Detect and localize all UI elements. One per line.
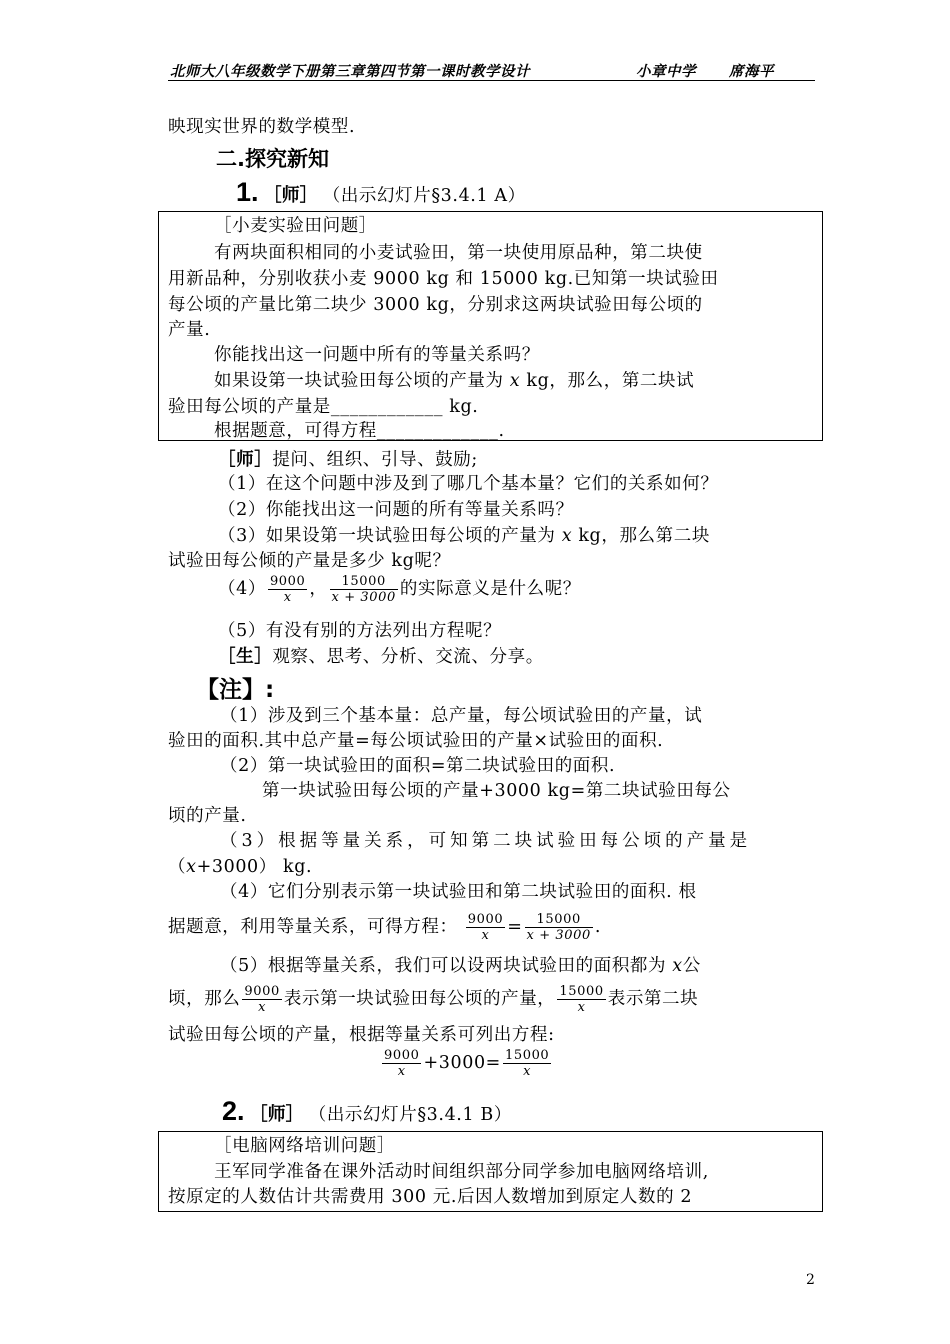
box1-title: ［小麦实验田问题］ <box>214 216 377 236</box>
note-5c: 试验田每公顷的产量，根据等量关系可列出方程: <box>168 1025 555 1045</box>
note-4a: （4）它们分别表示第一块试验田和第二块试验田的面积. 根 <box>220 882 697 902</box>
box2-title: ［电脑网络培训问题］ <box>214 1136 395 1156</box>
fraction: $\frac{15000}{x + 3000}$ <box>331 574 396 605</box>
note-2a: （2）第一块试验田的面积=第二块试验田的面积. <box>220 756 616 776</box>
fraction: $\frac{15000}{x}$ <box>559 984 604 1015</box>
box1-line: 有两块面积相同的小麦试验田，第一块使用原品种，第二块使 <box>214 243 703 263</box>
box1-equation-line: 根据题意，可得方程_____________. <box>214 421 505 441</box>
box1-blank-line: 验田每公顷的产量是____________ kg. <box>168 397 479 417</box>
fraction: $\frac{9000}{x}$ <box>467 912 504 943</box>
page-header <box>168 60 815 81</box>
part1-role: ［师］ <box>263 185 318 206</box>
note-3b: （x+3000） kg. <box>168 857 313 877</box>
note-title: 【注】: <box>196 677 275 703</box>
question-5: （5）有没有别的方法列出方程呢？ <box>218 621 502 641</box>
box1-line: 你能找出这一问题中所有的等量关系吗？ <box>214 345 540 365</box>
box2-line: 按原定的人数估计共需费用 300 元.后因人数增加到原定人数的 2 <box>168 1187 693 1207</box>
box1-question: 如果设第一块试验田每公顷的产量为 x kg，那么，第二块试 <box>214 371 695 391</box>
box1-line: 产量. <box>168 320 211 340</box>
part1-slide: （出示幻灯片§3.4.1 A） <box>322 186 526 206</box>
intro-tail: 映现实世界的数学模型. <box>168 117 356 137</box>
fraction: $\frac{9000}{x}$ <box>269 574 306 605</box>
part1-number: 1. <box>236 177 259 207</box>
question-1: （1）在这个问题中涉及到了哪几个基本量？它们的关系如何？ <box>218 474 719 494</box>
teacher-line: ［师］提问、组织、引导、鼓励; <box>218 450 478 470</box>
part2-number: 2. <box>222 1096 245 1126</box>
note-2c: 顷的产量. <box>168 806 247 826</box>
part2-role: ［师］ <box>249 1104 304 1125</box>
part1-heading <box>236 177 526 208</box>
box2-line: 王军同学准备在课外活动时间组织部分同学参加电脑网络培训, <box>214 1162 709 1182</box>
part2-slide: （出示幻灯片§3.4.1 B） <box>308 1105 512 1125</box>
fraction: $\frac{9000}{x}$ <box>244 984 280 1015</box>
question-2: （2）你能找出这一问题的所有等量关系吗？ <box>218 500 574 520</box>
note-5b: 顷，那么 $\frac{9000}{x}$ 表示第一块试验田每公顷的产量， $\frac{15000}{x}$ 表示第二块 <box>168 984 699 1015</box>
note-3a: （3）根据等量关系，可知第二块试验田每公顷的产量是 <box>220 831 752 851</box>
fraction: $\frac{9000}{x}$ <box>384 1048 420 1079</box>
part2-heading <box>222 1096 512 1127</box>
header-school: 小章中学 <box>636 64 696 80</box>
box1-line: 用新品种，分别收获小麦 9000 kg 和 15000 kg.已知第一块试验田 <box>168 269 719 289</box>
page-number: 2 <box>806 1272 815 1288</box>
student-line: ［生］观察、思考、分析、交流、分享。 <box>218 647 544 667</box>
note-1b: 验田的面积.其中总产量=每公顷试验田的产量×试验田的面积. <box>168 731 664 751</box>
note-4b: 据题意，利用等量关系，可得方程： $\frac{9000}{x}$ = $\frac{15000}{x + 3000}$ . <box>168 912 602 943</box>
box1-line: 每公顷的产量比第二块少 3000 kg，分别求这两块试验田每公顷的 <box>168 295 703 315</box>
question-3-cont: 试验田每公倾的产量是多少 kg呢？ <box>168 551 451 571</box>
note-5-equation: $\frac{9000}{x}$ +3000= $\frac{15000}{x}$ <box>384 1048 550 1079</box>
header-title: 北师大八年级数学下册第三章第四节第一课时教学设计 <box>170 64 530 80</box>
header-author: 席海平 <box>729 64 774 80</box>
fraction: $\frac{15000}{x}$ <box>504 1048 550 1079</box>
question-3: （3）如果设第一块试验田每公顷的产量为 x kg，那么第二块 <box>218 526 710 546</box>
question-4: （4） $\frac{9000}{x}$ ， $\frac{15000}{x + 3000}$ 的实际意义是什么呢？ <box>218 574 581 605</box>
note-1a: （1）涉及到三个基本量：总产量，每公顷试验田的产量，试 <box>220 706 703 726</box>
note-2b: 第一块试验田每公顷的产量+3000 kg=第二块试验田每公 <box>262 781 731 801</box>
note-5a: （5）根据等量关系，我们可以设两块试验田的面积都为 x公 <box>220 956 701 976</box>
section-title: 二.探究新知 <box>216 147 329 171</box>
fraction: $\frac{15000}{x + 3000}$ <box>526 912 591 943</box>
